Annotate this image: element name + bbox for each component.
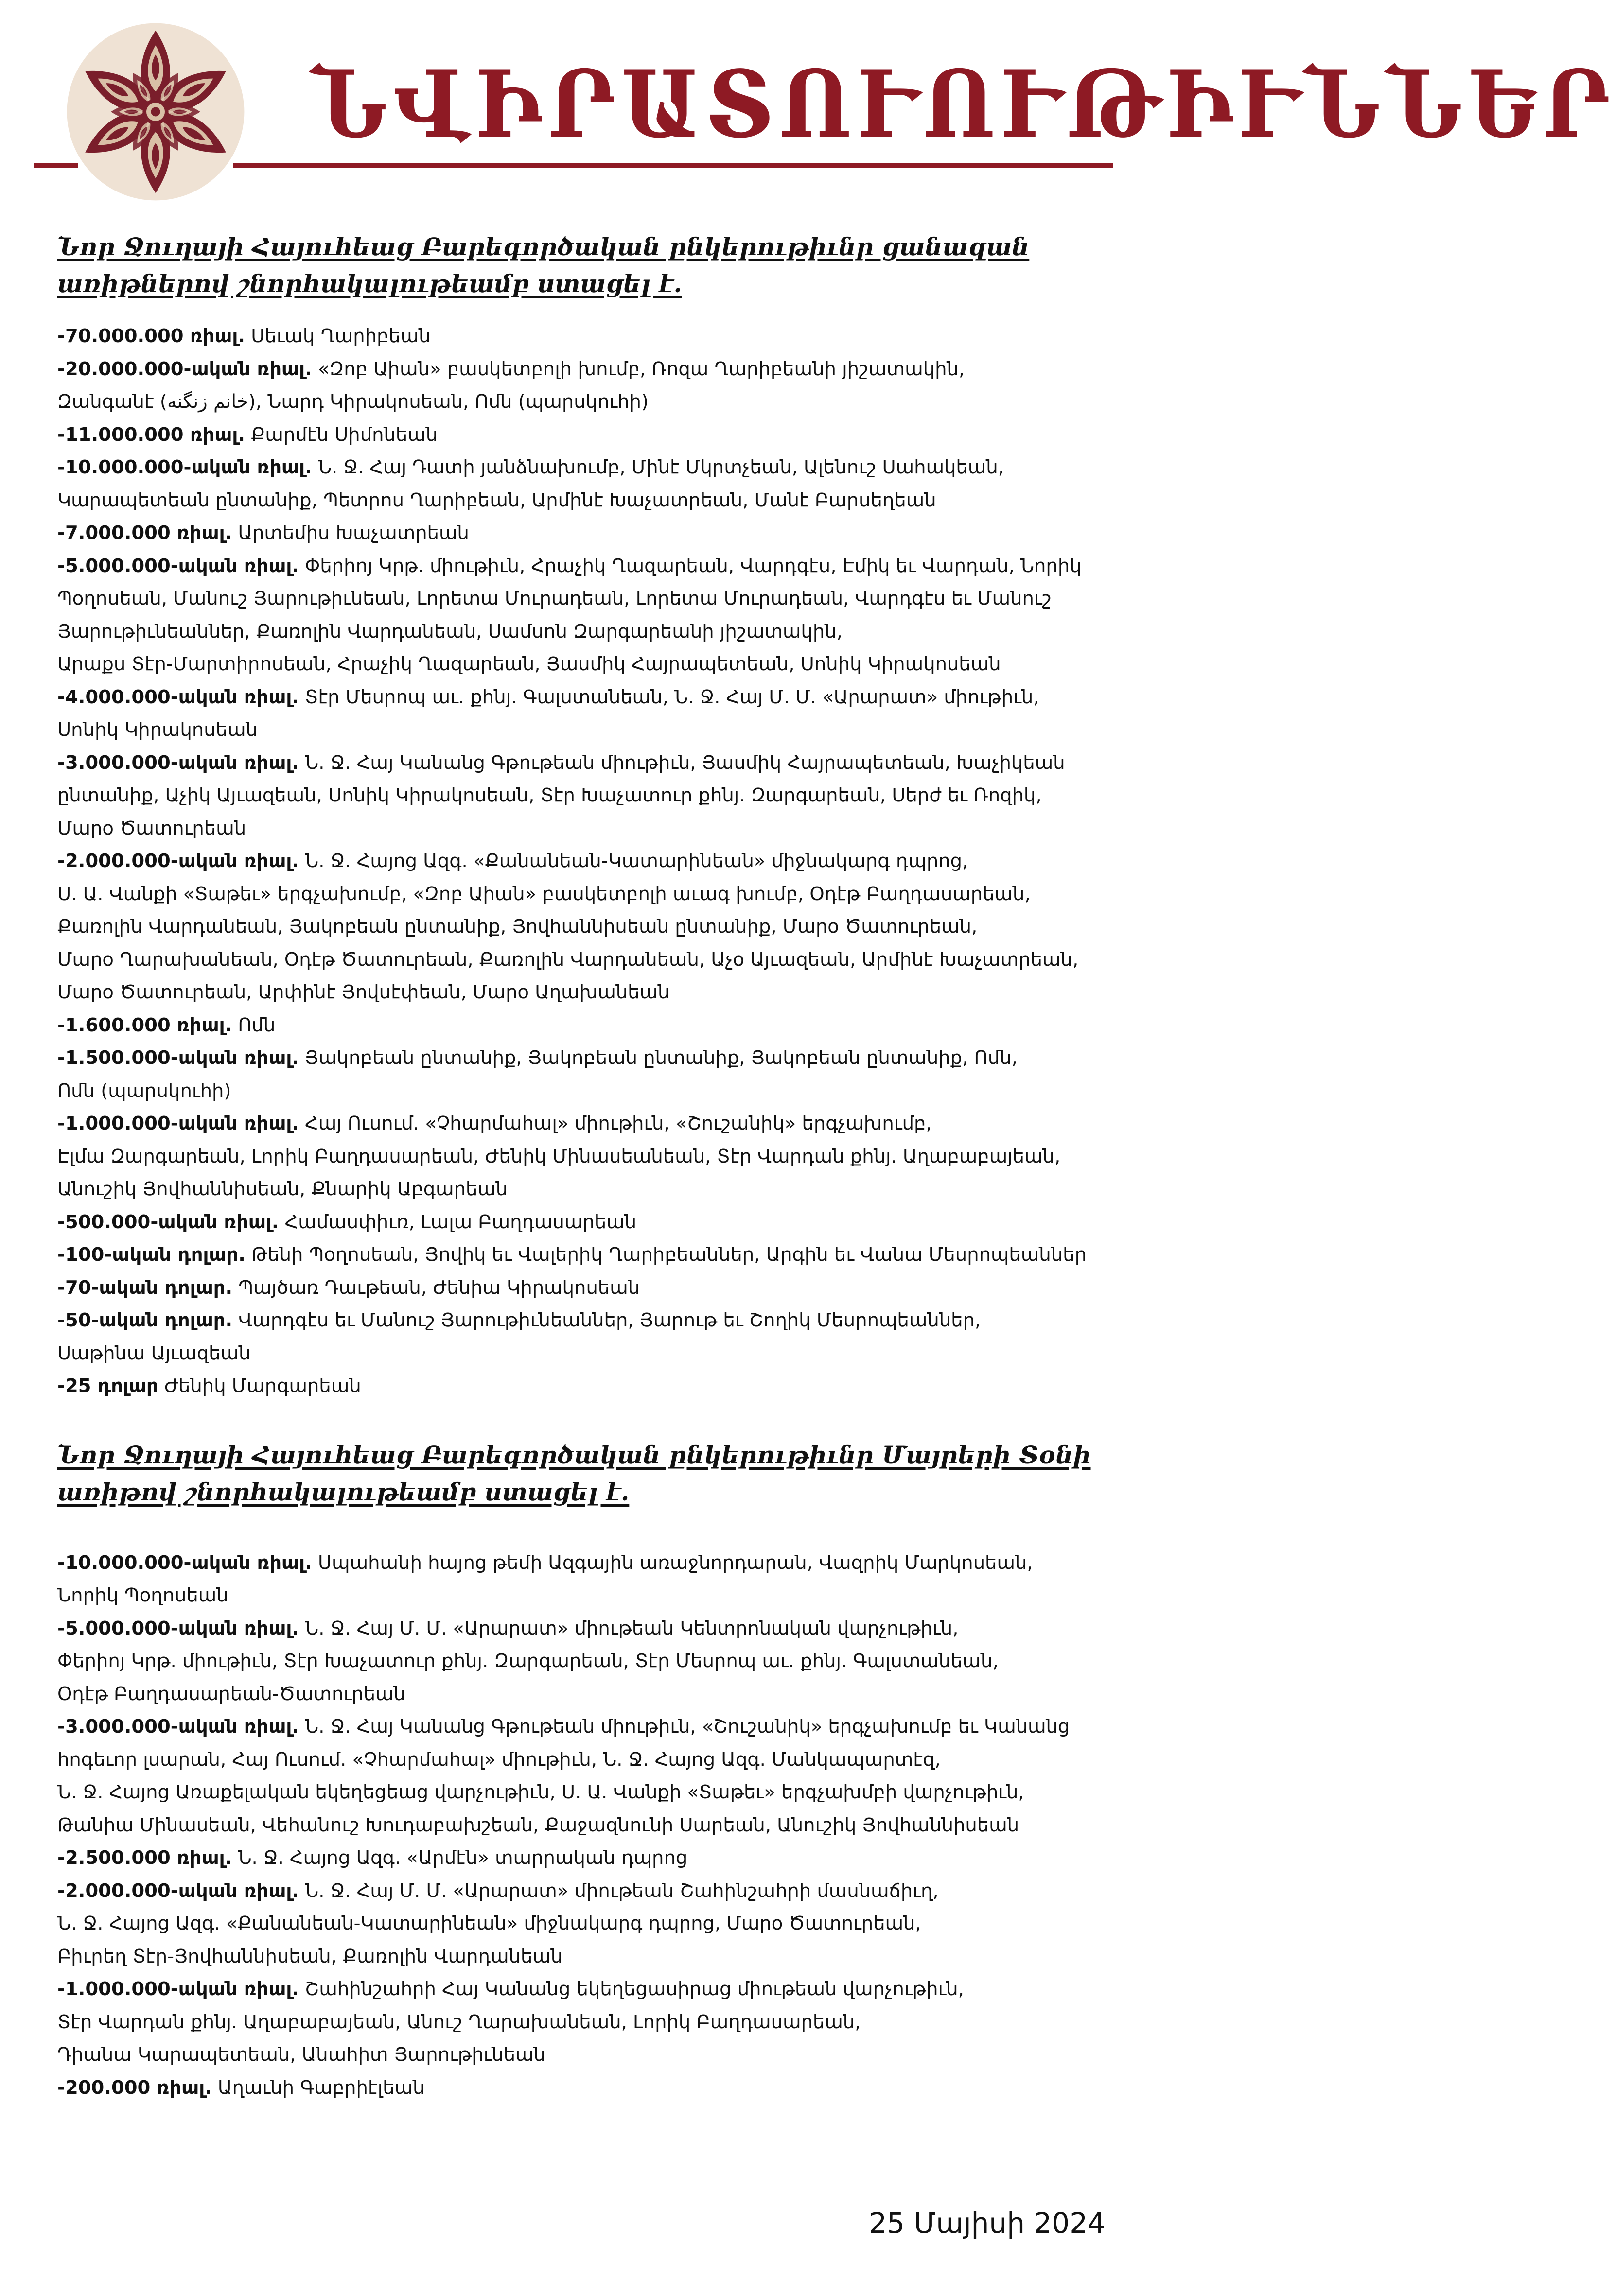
donor-names: Ն. Ջ. Հայոց Ազգ. «Քանանեան-Կատարինեան» միջնակարգ դպրոց, Մարօ Ծատուրեան, (57, 1913, 921, 1934)
donation-amount: -100-ական դոլար. (57, 1244, 246, 1266)
donation-amount: -2.000.000-ական ռիալ. (57, 850, 299, 872)
donation-amount: -25 դոլար (57, 1375, 158, 1397)
donor-names: Քառոլին Վարդանեան, Յակոբեան ընտանիք, Յովհաննիսեան ընտանիք, Մարօ Ծատուրեան, (57, 916, 978, 938)
donor-names: Արտեմիս Խաչատրեան (238, 522, 469, 544)
donation-amount: -1.500.000-ական ռիալ. (57, 1047, 299, 1069)
donation-entry (57, 517, 1117, 550)
donation-entry-continuation (57, 1075, 1117, 1108)
donation-entry-continuation (57, 1645, 1117, 1678)
page-header (0, 0, 1616, 214)
publication-date: 25 Մայիսի 2024 (869, 2207, 1106, 2240)
donation-amount: -10.000.000-ական ռիալ. (57, 1551, 312, 1574)
donation-entry-continuation (57, 1579, 1117, 1612)
donation-amount: -1.000.000-ական ռիալ. (57, 1113, 299, 1134)
donor-names: Աղաւնի Գաբրիէլեան (218, 2076, 425, 2099)
donor-names: Վարդգէս եւ Մանուշ Յարութիւնեաններ, Յարութ եւ Շողիկ Մեսրոպեաններ, (238, 1309, 981, 1331)
page-title: ՆՎԻՐԱՏՈՒՈՒԹԻՒՆՆԵՐ (311, 50, 1616, 158)
donor-names: «Զոբ Աիան» բասկետբոլի խումբ, Ռոզա Ղարիբեանի յիշատակին, (317, 358, 965, 380)
donor-names: Մարօ Ղարախանեան, Օդէթ Ծատուրեան, Քառոլին Վարդանեան, Աչօ Այւազեան, Արմինէ Խաչատրեան, (57, 948, 1079, 971)
donation-entry (57, 353, 1117, 386)
donations-content (57, 228, 1117, 2138)
donor-names: Սոնիկ Կիրակոսեան (57, 719, 258, 741)
list-spacer (57, 1528, 1117, 1547)
donor-names: Ն. Ջ. Հայ Կանանց Գթութեան միութիւն, Յասմիկ Հայրապետեան, Խաչիկեան (305, 751, 1065, 774)
donation-entry (57, 845, 1117, 878)
donor-names: Ս. Ա. Վանքի «Տաթեւ» երգչախումբ, «Զոբ Աիան» բասկետբոլի աւագ խումբ, Օդէթ Բաղդասարեան, (57, 883, 1031, 905)
donor-names: Մարօ Ծատուրեան, Արփինէ Յովսէփեան, Մարօ Աղախանեան (57, 981, 670, 1003)
donation-entry-continuation (57, 779, 1117, 812)
donation-entry-continuation (57, 648, 1117, 681)
donor-names: Ժենիկ Մարգարեան (164, 1375, 361, 1397)
donation-amount: -11.000.000 ռիալ. (57, 423, 245, 446)
donation-amount: -3.000.000-ական ռիալ. (57, 1716, 299, 1738)
donation-entry (57, 1612, 1117, 1645)
donation-entry-continuation (57, 1940, 1117, 1973)
donation-amount: -500.000-ական ռիալ. (57, 1211, 279, 1233)
donation-entry-continuation (57, 1337, 1117, 1370)
donation-amount: -4.000.000-ական ռիալ. (57, 686, 299, 708)
donation-amount: -200.000 ռիալ. (57, 2076, 212, 2099)
header-rule-right (233, 163, 1113, 168)
donation-entry-continuation (57, 1743, 1117, 1776)
donor-names: Տէր Մեսրոպ աւ. քհնյ. Գալստանեան, Ն. Ջ. Հայ Մ. Մ. «Արարատ» միութիւն, (305, 686, 1039, 708)
donation-entry-continuation (57, 1907, 1117, 1940)
donation-entry (57, 2071, 1117, 2105)
donor-names: Շահինշահրի Հայ Կանանց եկեղեցասիրաց միութեան վարչութիւն, (305, 1978, 964, 2000)
donation-list (57, 1528, 1117, 2105)
donation-amount: -3.000.000-ական ռիալ. (57, 751, 299, 774)
donor-names: Ոմն (238, 1014, 276, 1036)
donor-names: Քարմէն Սիմոնեան (251, 423, 438, 446)
donation-entry (57, 1875, 1117, 1908)
donation-entry (57, 1271, 1117, 1305)
donation-entry (57, 1842, 1117, 1875)
donation-entry-continuation (57, 1173, 1117, 1206)
donation-amount: -5.000.000-ական ռիալ. (57, 1617, 299, 1639)
donor-names: Փերիոյ Կրթ. միութիւն, Տէր Խաչատուր քհնյ. Զարգարեան, Տէր Մեսրոպ աւ. քհնյ. Գալստանեան, (57, 1650, 999, 1672)
section-title: Նոր Ջուղայի Հայուհեաց Բարեգործական ընկերութիւնր ցանազան առիթներով շնորհակալութեամբ ստացել է. (57, 232, 1030, 298)
donor-names: Պօղոսեան, Մանուշ Յարութիւնեան, Լորետա Մուրադեան, Լորետա Մուրադեան, Վարդգէս եւ Մանուշ (57, 588, 1052, 609)
donation-amount: -1.600.000 ռիալ. (57, 1014, 232, 1036)
donor-names: Էլմա Զարգարեան, Լորիկ Բաղդասարեան, Ժենիկ Մինասեանեան, Տէր Վարդան քհնյ. Աղաբաբայեան, (57, 1145, 1061, 1167)
donation-amount: -2.000.000-ական ռիալ. (57, 1879, 299, 1902)
donation-entry-continuation (57, 812, 1117, 845)
donation-amount: -10.000.000-ական ռիալ. (57, 456, 312, 478)
donation-entry-continuation (57, 2038, 1117, 2071)
donor-names: ընտանիք, Աչիկ Այւազեան, Սոնիկ Կիրակոսեան, Տէր Խաչատուր քհնյ. Զարգարեան, Սերժ եւ Ռոզիկ, (57, 784, 1042, 806)
donor-names: Պայծառ Դաւթեան, Ժենիա Կիրակոսեան (238, 1276, 640, 1299)
donor-names: Ոմն (պարսկուհի) (57, 1079, 231, 1102)
donation-entry (57, 747, 1117, 780)
donation-entry-continuation (57, 2006, 1117, 2039)
donation-entry-continuation (57, 615, 1117, 648)
donor-names: Փերիոյ Կրթ. միութիւն, Հրաչիկ Ղազարեան, Վարդգէս, Էմիկ եւ Վարդան, Նորիկ (305, 555, 1082, 577)
donation-amount: -7.000.000 ռիալ. (57, 522, 232, 544)
donor-names: Արաքս Տէր-Մարտիրոսեան, Հրաչիկ Ղազարեան, Յասմիկ Հայրապետեան, Սոնիկ Կիրակոսեան (57, 653, 1001, 675)
donation-entry-continuation (57, 385, 1117, 418)
donation-entry (57, 1238, 1117, 1271)
donation-entry-continuation (57, 910, 1117, 943)
donation-amount: -70.000.000 ռիալ. (57, 325, 245, 347)
donor-names: Ն. Ջ. Հայոց Ազգ. «Քանանեան-Կատարինեան» միջնակարգ դպրոց, (305, 850, 968, 872)
donation-amount: -20.000.000-ական ռիալ. (57, 358, 312, 380)
donation-entry (57, 550, 1117, 583)
donor-names: Ն. Ջ. Հայ Մ. Մ. «Արարատ» միութեան Շահինշահրի մասնաճիւղ, (305, 1879, 939, 1902)
donation-entry (57, 1547, 1117, 1580)
donor-names: Սաթինա Այւազեան (57, 1342, 251, 1364)
donor-names: Օդէթ Բաղդասարեան-Ծատուրեան (57, 1683, 406, 1705)
donation-list (57, 320, 1117, 1403)
donation-entry-continuation (57, 713, 1117, 747)
donation-entry (57, 1042, 1117, 1075)
donation-amount: -2.500.000 ռիալ. (57, 1847, 232, 1869)
donation-amount: -5.000.000-ական ռիալ. (57, 555, 299, 577)
donation-entry-continuation (57, 976, 1117, 1009)
donations-section-mothers-day (57, 1437, 1117, 2105)
donor-names: Նորիկ Պօղոսեան (57, 1584, 228, 1606)
donor-names: Հայ Ուսում. «Չհարմահալ» միութիւն, «Շուշանիկ» երգչախումբ, (305, 1113, 932, 1134)
donation-amount: -70-ական դոլար. (57, 1276, 233, 1299)
donor-names: Սպահանի հայոց թեմի Ազգային առաջնորդարան, Վազրիկ Մարկոսեան, (317, 1551, 1033, 1574)
donation-entry (57, 1107, 1117, 1140)
donation-entry (57, 320, 1117, 353)
donor-names: Ն. Ջ. Հայ Մ. Մ. «Արարատ» միութեան Կենտրոնական վարչութիւն, (305, 1617, 959, 1639)
donor-names: Զանգանէ (خانم زنگنه), Նարդ Կիրակոսեան, Ոմն (պարսկուհի) (57, 391, 649, 413)
donor-names: Համասփիւռ, Լալա Բաղդասարեան (284, 1211, 637, 1233)
section-title: Նոր Ջուղայի Հայուհեաց Բարեգործական ընկերութիւնր Մայրերի Տօնի առիթով շնորհակալութեամբ ստացել է. (57, 1440, 1091, 1506)
donor-names: Կարապետեան ընտանիք, Պետրոս Ղարիբեան, Արմինէ Խաչատրեան, Մանէ Բարսեղեան (57, 489, 936, 511)
donation-entry (57, 681, 1117, 714)
donation-entry-continuation (57, 1140, 1117, 1173)
donation-entry (57, 1710, 1117, 1743)
donation-entry-continuation (57, 943, 1117, 976)
donation-entry-continuation (57, 582, 1117, 615)
donation-entry (57, 418, 1117, 452)
donor-names: Ն. Ջ. Հայ Կանանց Գթութեան միութիւն, «Շուշանիկ» երգչախումբ եւ Կանանց (305, 1716, 1070, 1738)
donor-names: Թանիա Մինասեան, Վեհանուշ Խուդաբախշեան, Քաջազնունի Սարեան, Անուշիկ Յովհաննիսեան (57, 1814, 1019, 1836)
donation-entry (57, 1370, 1117, 1403)
donor-names: Անուշիկ Յովհաննիսեան, Քնարիկ Աբգարեան (57, 1178, 508, 1200)
donor-names: Յակոբեան ընտանիք, Յակոբեան ընտանիք, Յակոբեան ընտանիք, Ոմն, (305, 1047, 1018, 1069)
donor-names: Յարութիւնեաններ, Քառոլին Վարդանեան, Սամսոն Զարգարեանի յիշատակին, (57, 620, 843, 643)
donation-entry-continuation (57, 1776, 1117, 1809)
donation-entry-continuation (57, 484, 1117, 517)
donor-names: Սեւակ Ղարիբեան (251, 325, 431, 347)
donor-names: Բիւրեղ Տէր-Յովհաննիսեան, Քառոլին Վարդանեան (57, 1945, 563, 1967)
donation-entry (57, 451, 1117, 484)
donation-amount: -1.000.000-ական ռիալ. (57, 1978, 299, 2000)
donor-names: Դիանա Կարապետեան, Անահիտ Յարութիւնեան (57, 2044, 546, 2066)
donor-names: Ն. Ջ. Հայոց Ազգ. «Արմէն» տարրական դպրոց (238, 1847, 688, 1869)
donor-names: Ն. Ջ. Հայոց Առաքելական եկեղեցեաց վարչութիւն, Ս. Ա. Վանքի «Տաթեւ» երգչախմբի վարչութիւն, (57, 1781, 1024, 1803)
donation-entry-continuation (57, 878, 1117, 911)
donation-entry (57, 1304, 1117, 1337)
donor-names: Տէր Վարդան քհնյ. Աղաբաբայեան, Անուշ Ղարախանեան, Լորիկ Բաղդասարեան, (57, 2011, 861, 2033)
donations-section-various-occasions (57, 228, 1117, 1403)
donor-names: Թենի Պօղոսեան, Յովիկ եւ Վալերիկ Ղարիբեաններ, Արգին եւ Վանա Մեսրոպեաններ (251, 1244, 1087, 1266)
donation-entry-continuation (57, 1678, 1117, 1711)
donation-entry (57, 1973, 1117, 2006)
donor-names: Մարօ Ծատուրեան (57, 817, 246, 839)
donor-names: Ն. Ջ. Հայ Դատի յանձնախումբ, Մինէ Մկրտչեան, Ալենուշ Սահակեան, (317, 456, 1004, 478)
donor-names: հոգեւոր լսարան, Հայ Ուսում. «Չհարմահալ» միութիւն, Ն. Ջ. Հայոց Ազգ. Մանկապարտէզ, (57, 1748, 941, 1771)
ornamental-floral-medallion-icon (63, 19, 248, 204)
donation-entry (57, 1206, 1117, 1239)
donation-entry-continuation (57, 1809, 1117, 1842)
donation-amount: -50-ական դոլար. (57, 1309, 233, 1331)
header-rule-left (34, 163, 78, 168)
donation-entry (57, 1009, 1117, 1042)
